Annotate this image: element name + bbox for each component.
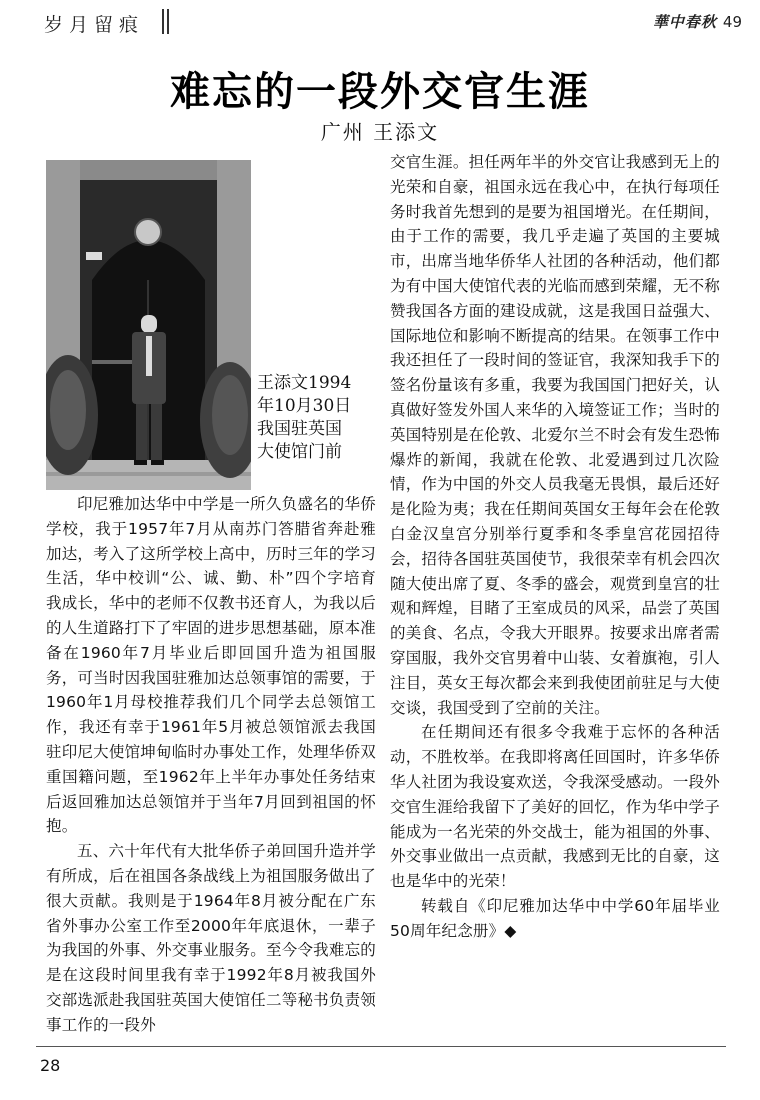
article-title: 难忘的一段外交官生涯 [170,68,590,115]
magazine-name: 華中春秋 [652,13,717,31]
paragraph: 交官生涯。担任两年半的外交官让我感到无上的光荣和自豪，祖国永远在我心中，在执行每项任务时我首先想到的是要为祖国增光。在任期间，由于工作的需要，我几乎走遍了英国的主要城市，出席当地华侨华人社团的各种活动，他们都为有中国大使馆代表的光临而感到荣耀，无不称赞我国各方面的建设成就，这是我国日益强大、国际地位和影响不断提高的结果。在领事工作中我还担任了一段时间的签证官，我深知我手下的签名份量该有多重，我要为我国国门把好关，认真做好签发外国人来华的入境签证工作；当时的英国特别是在伦敦、北爱尔兰不时会有发生恐怖爆炸的新闻，我就在伦敦、北爱遇到过几次险情，作为中国的外交人员我毫无畏惧，最后还好是化险为夷；我在任期间英国女王每年会在伦敦白金汉皇宫分别举行夏季和冬季皇宫花园招待会，招待各国驻英国使节，我很荣幸有机会四次随大使出席了夏、冬季的盛会，观赏到皇宫的壮观和辉煌，目睹了王室成员的风采，品尝了英国的美食、名点，令我大开眼界。按要求出席者需穿国服，我外交官男着中山装、女着旗袍，引人注目，英女王每次都会来到我使团前驻足与大使交谈，我国受到了空前的关注。 [390,153,720,717]
section-label: 岁月留痕 [44,14,145,36]
photo-caption [257,372,377,464]
page-header [0,0,760,46]
left-column [46,492,376,1038]
source-note: 转载自《印尼雅加达华中中学60年届毕业50周年纪念册》◆ [390,896,720,940]
paragraph: 印尼雅加达华中中学是一所久负盛名的华侨学校，我于1957年7月从南苏门答腊省奔赴雅加达，考入了这所学校上高中，历时三年的学习生活，华中校训“公、诚、勤、朴”四个字培育我成长，华中的老师不仅教书还育人，为我以后的人生道路打下了牢固的进步思想基础，原本准备在1960年7月毕业后即回国升造为祖国服务，可当时因我国驻雅加达总领事馆的需要，于1960年1月母校推荐我们几个同学去总领馆工作，我还有幸于1961年5月被总领馆派去我国驻印尼大使馆坤甸临时办事处工作，处理华侨双重国籍问题，至1962年上半年办事处任务结束后返回雅加达总领馆并于当年7月回到祖国的怀抱。 [46,495,376,836]
magazine-info [653,11,742,32]
caption-line: 年10月30日 [257,396,352,416]
caption-line: 王添文1994 [257,373,352,393]
page-number: 28 [40,1056,61,1075]
header-divider-bars [162,9,172,34]
magazine-page-number: 49 [722,13,742,31]
right-column [390,150,720,944]
paragraph: 在任期间还有很多令我难于忘怀的各种活动，不胜枚举。在我即将离任回国时，许多华侨华人社团为我设宴欢送，令我深受感动。一段外交官生涯给我留下了美好的回忆，作为华中学子能成为一名光荣的外交战士，能为祖国的外事、外交事业做出一点贡献，我感到无比的自豪，这也是华中的光荣！ [390,723,720,891]
caption-line: 大使馆门前 [257,442,342,462]
article-author: 广州 王添文 [320,120,440,144]
footer-divider [36,1046,726,1047]
paragraph: 五、六十年代有大批华侨子弟回国升造并学有所成，后在祖国各条战线上为祖国服务做出了很大贡献。我则是于1964年8月被分配在广东省外事办公室工作至2000年年底退休，一辈子为我国的外事、外交事业服务。至今令我难忘的是在这段时间里我有幸于1992年8月被我国外交部选派赴我国驻英国大使馆任二等秘书负责领事工作的一段外 [46,842,376,1034]
embassy-photo [46,160,251,490]
caption-line: 我国驻英国 [257,419,342,439]
